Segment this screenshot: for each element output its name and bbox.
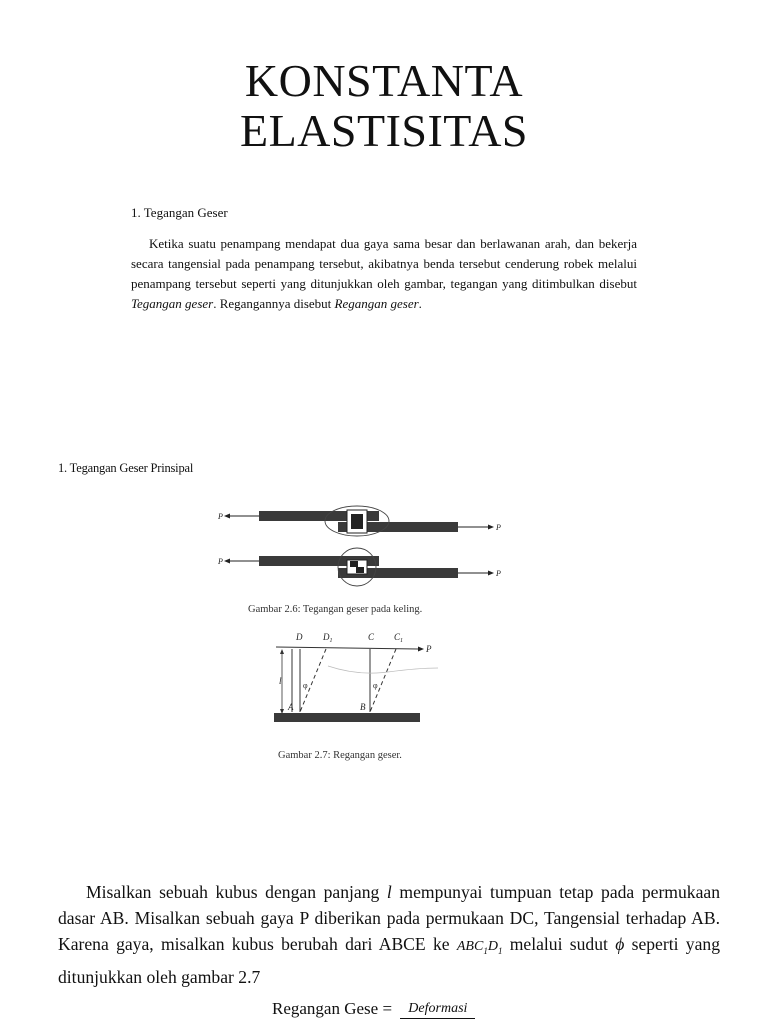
var-l: l bbox=[386, 882, 392, 902]
fig2-label-c1: $C_1$ bbox=[394, 632, 404, 644]
fig2-phi-left: φ bbox=[303, 681, 308, 690]
term-tegangan-geser: Tegangan geser bbox=[131, 296, 214, 311]
figure-2-6-caption: Gambar 2.6: Tegangan geser pada keling. bbox=[248, 604, 423, 615]
para1-text-c: . bbox=[418, 296, 422, 311]
para2-text-b: mempunyai tumpuan tetap pada permukaan dasar AB. Misalkan sebuah gaya P diberikan pada permukaan DC, Tangensial terhadap AB. Karena gaya, misalkan kubus berubah dari ABCE ke bbox=[58, 882, 720, 954]
title-line-1: KONSTANTA bbox=[244, 55, 524, 106]
var-abc1d1: $ABC_1D_1$ bbox=[456, 939, 503, 956]
para2-text-d: seperti yang ditunjukkan oleh gambar 2.7 bbox=[58, 934, 720, 987]
fig1-label-p-left-2: P bbox=[218, 557, 223, 566]
formula-numerator: Deformasi bbox=[400, 1001, 475, 1019]
fig2-label-d1: $D_1$ bbox=[323, 632, 333, 644]
fig2-label-a: A bbox=[288, 702, 294, 712]
fig2-label-b: B bbox=[360, 702, 366, 712]
fig2-label-p: P bbox=[426, 644, 432, 654]
figure-rivet-shear bbox=[210, 502, 510, 615]
fig1-label-p-right: P bbox=[496, 523, 501, 532]
shear-strain-diagram bbox=[268, 628, 448, 733]
figure-2-7-caption: Gambar 2.7: Regangan geser. bbox=[278, 750, 402, 761]
fig2-label-d: D bbox=[296, 632, 303, 642]
fig2-label-c: C bbox=[368, 632, 375, 642]
title-line-2: ELASTISITAS bbox=[239, 105, 529, 156]
rivet-shear-diagram bbox=[210, 502, 510, 592]
para2-text-c: melalui sudut bbox=[502, 934, 616, 954]
section-2-heading: 1. Tegangan Geser Prinsipal bbox=[58, 461, 194, 475]
para2-text-a: Misalkan sebuah kubus dengan panjang bbox=[86, 882, 387, 902]
section-1-paragraph bbox=[131, 234, 637, 314]
formula-lhs: Regangan Gese = bbox=[272, 999, 397, 1018]
page-title bbox=[0, 56, 768, 156]
fig2-phi-right: φ bbox=[373, 681, 378, 690]
fig1-label-p-left: P bbox=[218, 512, 223, 521]
para1-text-a: Ketika suatu penampang mendapat dua gaya sama besar dan berlawanan arah, dan bekerja secara tangensial pada penampang tersebut, akibatnya benda tersebut cenderung robek melalui penampang tersebut seperti yang ditunjukkan oleh gambar, tegangan yang ditimbulkan disebut bbox=[131, 236, 637, 291]
formula-fraction bbox=[400, 1001, 475, 1019]
figure-shear-strain bbox=[268, 628, 448, 761]
var-phi: ϕ bbox=[615, 934, 625, 954]
term-regangan-geser: Regangan geser bbox=[334, 296, 419, 311]
fig2-label-l: l bbox=[279, 676, 282, 686]
section-1-heading: 1. Tegangan Geser bbox=[131, 205, 228, 220]
shear-strain-formula bbox=[272, 999, 475, 1019]
para1-text-b: . Regangannya disebut bbox=[213, 296, 335, 311]
fig1-label-p-right-2: P bbox=[496, 569, 501, 578]
main-paragraph bbox=[58, 879, 720, 990]
